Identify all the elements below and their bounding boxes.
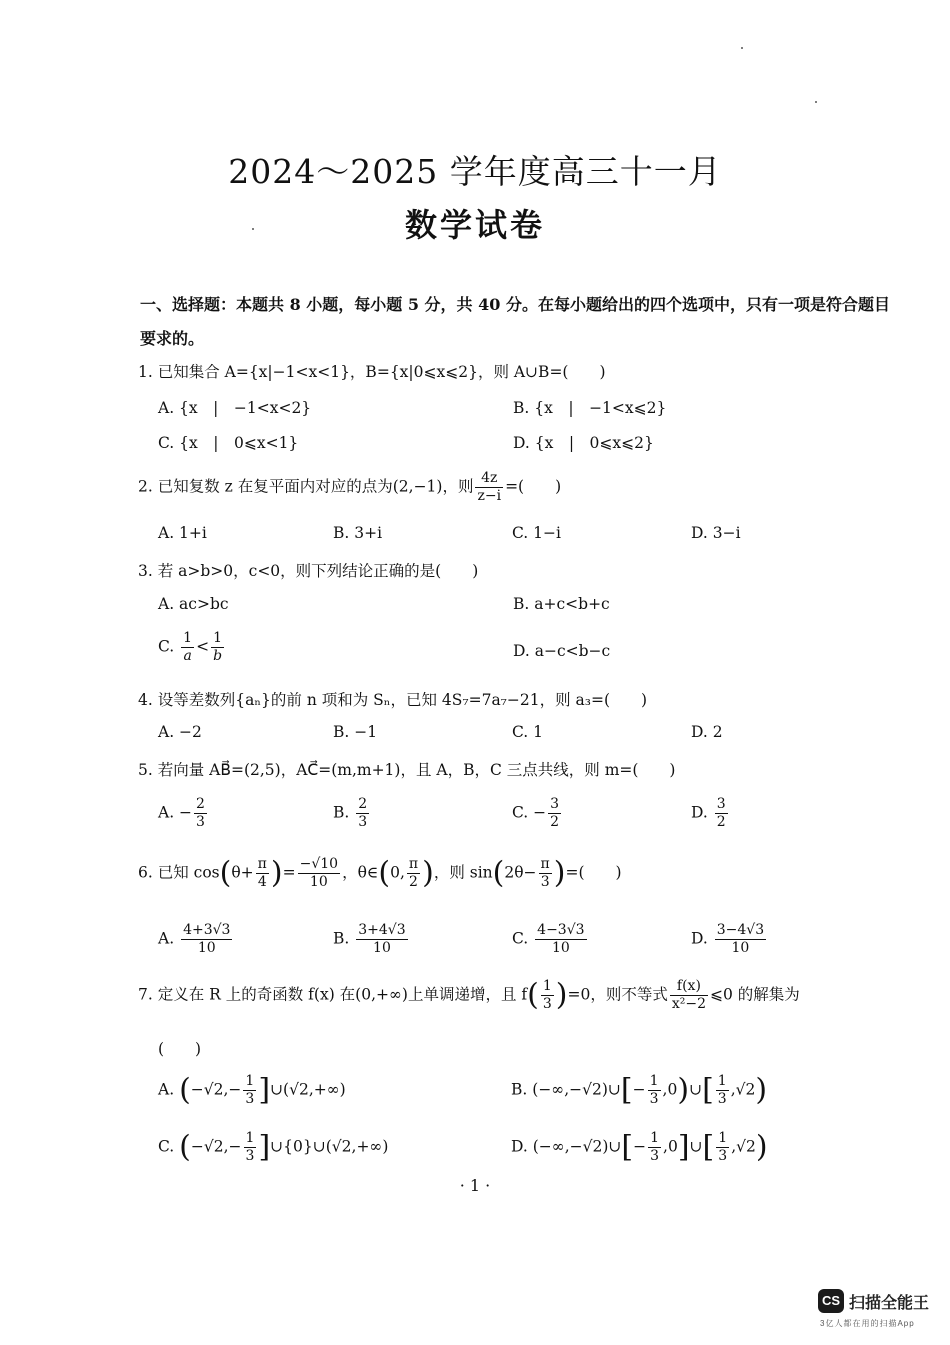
option-b[interactable]: B. $\frac{3+4√3}{10}$: [333, 922, 406, 956]
option-a[interactable]: A. {x | −1<x<2}: [158, 399, 312, 417]
option-a[interactable]: A. − $\frac{2}{3}$: [158, 796, 205, 830]
question-stem: 2. 已知复数 z 在复平面内对应的点为(2,−1)，则 $\frac{4z}{z-i}$ =( ): [138, 470, 562, 504]
option-a[interactable]: A. 1+i: [158, 524, 207, 542]
page-number: · 1 ·: [459, 1176, 491, 1195]
question-stem: 4. 设等差数列{aₙ}的前 n 项和为 Sₙ，已知 4S₇=7a₇−21，则 a₃=( ): [138, 691, 648, 709]
option-c[interactable]: C. {x | 0⩽x<1}: [158, 434, 299, 452]
scan-speck: [815, 101, 817, 103]
option-b[interactable]: B. −1: [333, 723, 378, 741]
option-a[interactable]: A. ac>bc: [158, 595, 229, 613]
option-a[interactable]: A. $\frac{4+3√3}{10}$: [158, 922, 231, 956]
question-stem: 1. 已知集合 A={x|−1<x<1}，B={x|0⩽x⩽2}，则 A∪B=( ): [138, 363, 606, 381]
option-d[interactable]: D. 3−i: [691, 524, 741, 542]
option-b[interactable]: B. a+c<b+c: [513, 595, 610, 613]
cs-logo-icon: CS: [818, 1289, 844, 1313]
option-b[interactable]: B. 3+i: [333, 524, 383, 542]
option-d[interactable]: D. a−c<b−c: [513, 642, 611, 660]
option-d[interactable]: D. (−∞,−√2)∪[− $\frac{1}{3}$ ,0]∪[ $\frac{1}{3}$ ,√2): [511, 1129, 768, 1165]
exam-page: 2024～2025 学年度高三十一月 数学试卷 一、选择题：本题共 8 小题，每小题 5 分，共 40 分。在每小题给出的四个选项中，只有一项是符合题目要求的。 1. 已知集合 A={x|−1<x<1}，B={x|0⩽x⩽2}，则 A∪B=( ) A. {x | −1<x<2} B. {x | −1<x⩽2} C. {x | 0⩽x<1} D. {x | 0⩽x⩽2} 2. 已知复数 z 在复平面内对应的点为(2,−1)，则 $\frac{4z}{z-i}$ =( ) A. 1+i B. 3+i C. 1−i D. 3−i 3. 若 a>b>0，c<0，则下列结论正确的是( ) A. ac>bc B. a+c<b+c C. $\frac{1}{a}$ < $\frac{1}{b}$ D. a−c<b−c 4. 设等差数列{aₙ}的前 n 项和为 Sₙ，已知 4S₇=7a₇−21，则 a₃=( ) A. −2 B. −1 C. 1 D. 2 5. 若向量 AB⃗=(2,5)，AC⃗=(m,m+1)，且 A，B，C 三点共线，则 m=( ) A. − $\frac{2}{3}$ B. $\frac{2}{3}$ C. − $\frac{3}{2}$ D. $\frac{3}{2}$ 6. 已知 cos(θ+ $\frac{\pi}{4}$ )= $\frac{-√10}{10}$ ，θ∈(0, $\frac{\pi}{2}$ )，则 sin(2θ− $\frac{\pi}{3}$ )=( ) A. $\frac{4+3√3}{10}$ B. $\frac{3+4√3}{10}$ C. $\frac{4-3√3}{10}$ D. $\frac{3-4√3}{10}$ 7. 定义在 R 上的奇函数 f(x) 在(0,+∞)上单调递增，且 f( $\frac{1}{3}$ )=0，则不等式 $\frac{f(x)}{\text{x²−2}}$ ⩽0 的解集为 ( ) A. (−√2,− $\frac{1}{3}$ ]∪(√2,+∞) B. (−∞,−√2)∪[− $\frac{1}{3}$ ,0)∪[ $\frac{1}{3}$ ,√2) C. (−√2,− $\frac{1}{3}$ ]∪{0}∪(√2,+∞) D. (−∞,−√2)∪[− $\frac{1}{3}$ ,0]∪[ $\frac{1}{3}$ ,√2) · 1 · CS 扫描全能王 3亿人都在用的扫描App: [0, 0, 950, 1345]
question-stem: 6. 已知 cos(θ+ $\frac{\pi}{4}$ )= $\frac{-√10}{10}$ ，θ∈(0, $\frac{\pi}{2}$ )，则 sin(2θ− $\frac{\pi}{3}$ )=( ): [138, 855, 622, 891]
option-b[interactable]: B. $\frac{2}{3}$: [333, 796, 368, 830]
watermark-tagline: 3亿人都在用的扫描App: [820, 1319, 915, 1328]
option-c[interactable]: C. 1−i: [512, 524, 561, 542]
option-a[interactable]: A. (−√2,− $\frac{1}{3}$ ]∪(√2,+∞): [158, 1072, 346, 1108]
question-stem: 5. 若向量 AB⃗=(2,5)，AC⃗=(m,m+1)，且 A，B，C 三点共线，则 m=( ): [138, 761, 676, 779]
question-stem: 3. 若 a>b>0，c<0，则下列结论正确的是( ): [138, 562, 479, 580]
option-d[interactable]: D. $\frac{3-4√3}{10}$: [691, 922, 765, 956]
option-a[interactable]: A. −2: [158, 723, 202, 741]
option-b[interactable]: B. {x | −1<x⩽2}: [513, 399, 667, 417]
option-c[interactable]: C. − $\frac{3}{2}$: [512, 796, 560, 830]
fraction: $\frac{1}{b}$: [213, 630, 223, 664]
exam-title-subject: 数学试卷: [404, 206, 545, 244]
option-c[interactable]: C. 1: [512, 723, 544, 741]
option-d[interactable]: D. $\frac{3}{2}$: [691, 796, 726, 830]
exam-title-year: 2024～2025 学年度高三十一月: [228, 152, 722, 191]
question-stem: 7. 定义在 R 上的奇函数 f(x) 在(0,+∞)上单调递增，且 f( $\frac{1}{3}$ )=0，则不等式 $\frac{f(x)}{\text{x²−2}}$ ⩽0 的解集为: [138, 977, 800, 1013]
option-d[interactable]: D. 2: [691, 723, 723, 741]
fraction: $\frac{1}{a}$: [183, 630, 193, 664]
option-b[interactable]: B. (−∞,−√2)∪[− $\frac{1}{3}$ ,0)∪[ $\frac{1}{3}$ ,√2): [511, 1072, 768, 1108]
option-c[interactable]: C. $\frac{4-3√3}{10}$: [512, 922, 585, 956]
option-c[interactable]: C. $\frac{1}{a}$ < $\frac{1}{b}$: [158, 630, 223, 664]
option-c[interactable]: C. (−√2,− $\frac{1}{3}$ ]∪{0}∪(√2,+∞): [158, 1129, 389, 1165]
section-heading: 一、选择题：本题共 8 小题，每小题 5 分，共 40 分。在每小题给出的四个选项中，只有一项是符合题目要求的。: [140, 295, 890, 348]
camscanner-watermark: [818, 1289, 938, 1339]
watermark-brand: 扫描全能王: [849, 1295, 930, 1312]
scan-speck: [741, 47, 743, 49]
fraction: $\frac{4z}{z-i}$: [477, 470, 502, 504]
option-d[interactable]: D. {x | 0⩽x⩽2}: [513, 434, 654, 452]
